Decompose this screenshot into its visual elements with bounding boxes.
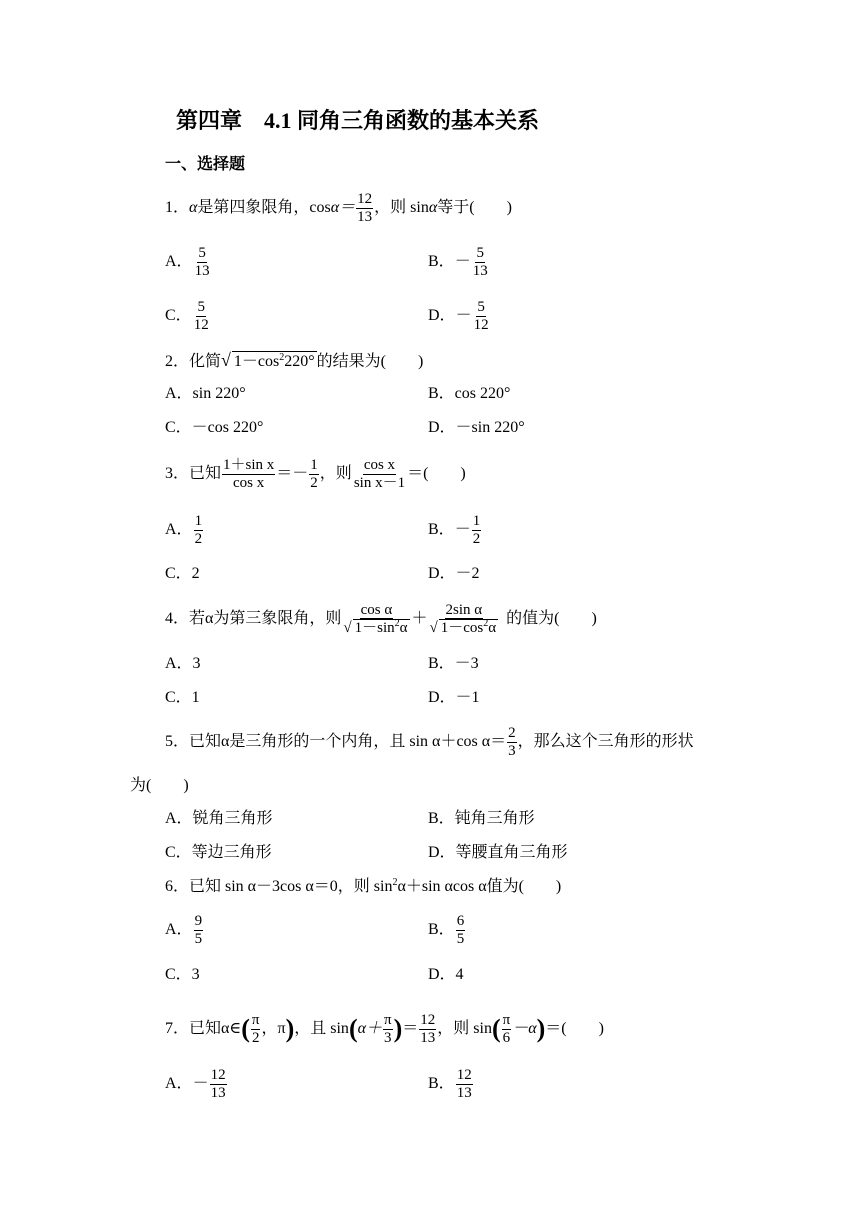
- question-6: 6．已知 sin α－3cos α＝0，则 $\sin^2\alpha+\sin$ αcos α值为( ): [165, 877, 562, 895]
- q6-option-d[interactable]: D．4: [428, 966, 464, 983]
- q1-fraction: $\frac{12}{13}$: [357, 191, 373, 225]
- q5-option-d[interactable]: D．等腰直角三角形: [428, 844, 568, 861]
- question-5-continued: 为( ): [130, 777, 189, 794]
- q1-text: 是第四象限角，cos: [197, 199, 331, 216]
- q1-text-4: α: [428, 199, 438, 216]
- q6-option-a[interactable]: A． $\frac{9}{5}$: [165, 913, 203, 947]
- q2-option-a[interactable]: A．sin 220°: [165, 385, 246, 402]
- q1-option-c[interactable]: C． $\frac{5}{12}$: [165, 299, 209, 333]
- q7-option-b[interactable]: B． $\frac{12}{13}$: [428, 1067, 472, 1101]
- q4-option-c[interactable]: C．1: [165, 689, 200, 706]
- question-1: [165, 186, 512, 230]
- q1-number: 1．: [165, 199, 190, 216]
- q5-option-a[interactable]: A．锐角三角形: [165, 810, 273, 827]
- q7-option-a[interactable]: A． － $\frac{12}{13}$: [165, 1067, 226, 1101]
- q4-option-a[interactable]: A．3: [165, 655, 201, 672]
- q2-option-d[interactable]: D．－sin 220°: [428, 419, 525, 436]
- q3-option-a[interactable]: A． $\frac{1}{2}$: [165, 513, 203, 547]
- q5-option-c[interactable]: C．等边三角形: [165, 844, 272, 861]
- question-2: 2．化简√ $1-\cos^2220^\circ$ 的结果为( ): [165, 350, 424, 370]
- q5-option-b[interactable]: B．钝角三角形: [428, 810, 535, 827]
- q1-alpha: α: [189, 199, 198, 216]
- q1-option-b[interactable]: B． － $\frac{5}{13}$: [428, 245, 488, 279]
- question-7: 7．已知α∈ ( $\frac{\pi}{2}$ ，π ) ，且 sin ( α＋ $\frac{\pi}{3}$ ) ＝ $\frac{12}{13}$ ，则 sin ( $\frac{\pi}{6}$ －α ) ＝( ): [165, 1012, 604, 1046]
- q1-text-5: 等于( ): [437, 199, 512, 216]
- q1-text-3: ，则 sin: [374, 199, 429, 216]
- question-5: 5．已知α是三角形的一个内角，且 sin α＋cos α＝ $\frac{2}{3}$ ，那么这个三角形的形状: [165, 725, 694, 759]
- q6-option-b[interactable]: B． $\frac{6}{5}$: [428, 913, 465, 947]
- q3-option-d[interactable]: D．－2: [428, 565, 480, 582]
- q2-option-b[interactable]: B．cos 220°: [428, 385, 511, 402]
- q2-radical: $1-\cos^2220^\circ$: [233, 352, 315, 370]
- q6-option-c[interactable]: C．3: [165, 966, 200, 983]
- question-3: 3．已知 $\frac{\text{1＋sin x}}{\text{cos x}}$ ＝－ $\frac{1}{2}$ ，则 $\frac{\text{cos x}}{\text{sin x－1}}$ ＝( ): [165, 457, 466, 491]
- section-heading: 一、选择题: [165, 156, 246, 173]
- q4-option-b[interactable]: B．－3: [428, 655, 479, 672]
- q3-option-c[interactable]: C．2: [165, 565, 200, 582]
- q2-option-c[interactable]: C．－cos 220°: [165, 419, 264, 436]
- q1-option-a[interactable]: A． $\frac{5}{13}$: [165, 245, 210, 279]
- q1-option-d[interactable]: D． － $\frac{5}{12}$: [428, 299, 489, 333]
- q1-text-2: α＝: [330, 199, 356, 216]
- q3-option-b[interactable]: B． － $\frac{1}{2}$: [428, 513, 481, 547]
- q4-option-d[interactable]: D．－1: [428, 689, 480, 706]
- page-title: 第四章 4.1 同角三角函数的基本关系: [176, 108, 540, 133]
- question-4: 4．若α为第三象限角，则 $\frac{\text{cos α}}{√ 1-\sin^2\alpha}$ ＋ $\frac{\text{2sin α}}{√ 1-\cos^2\alpha}$ 的值为( ): [165, 601, 597, 636]
